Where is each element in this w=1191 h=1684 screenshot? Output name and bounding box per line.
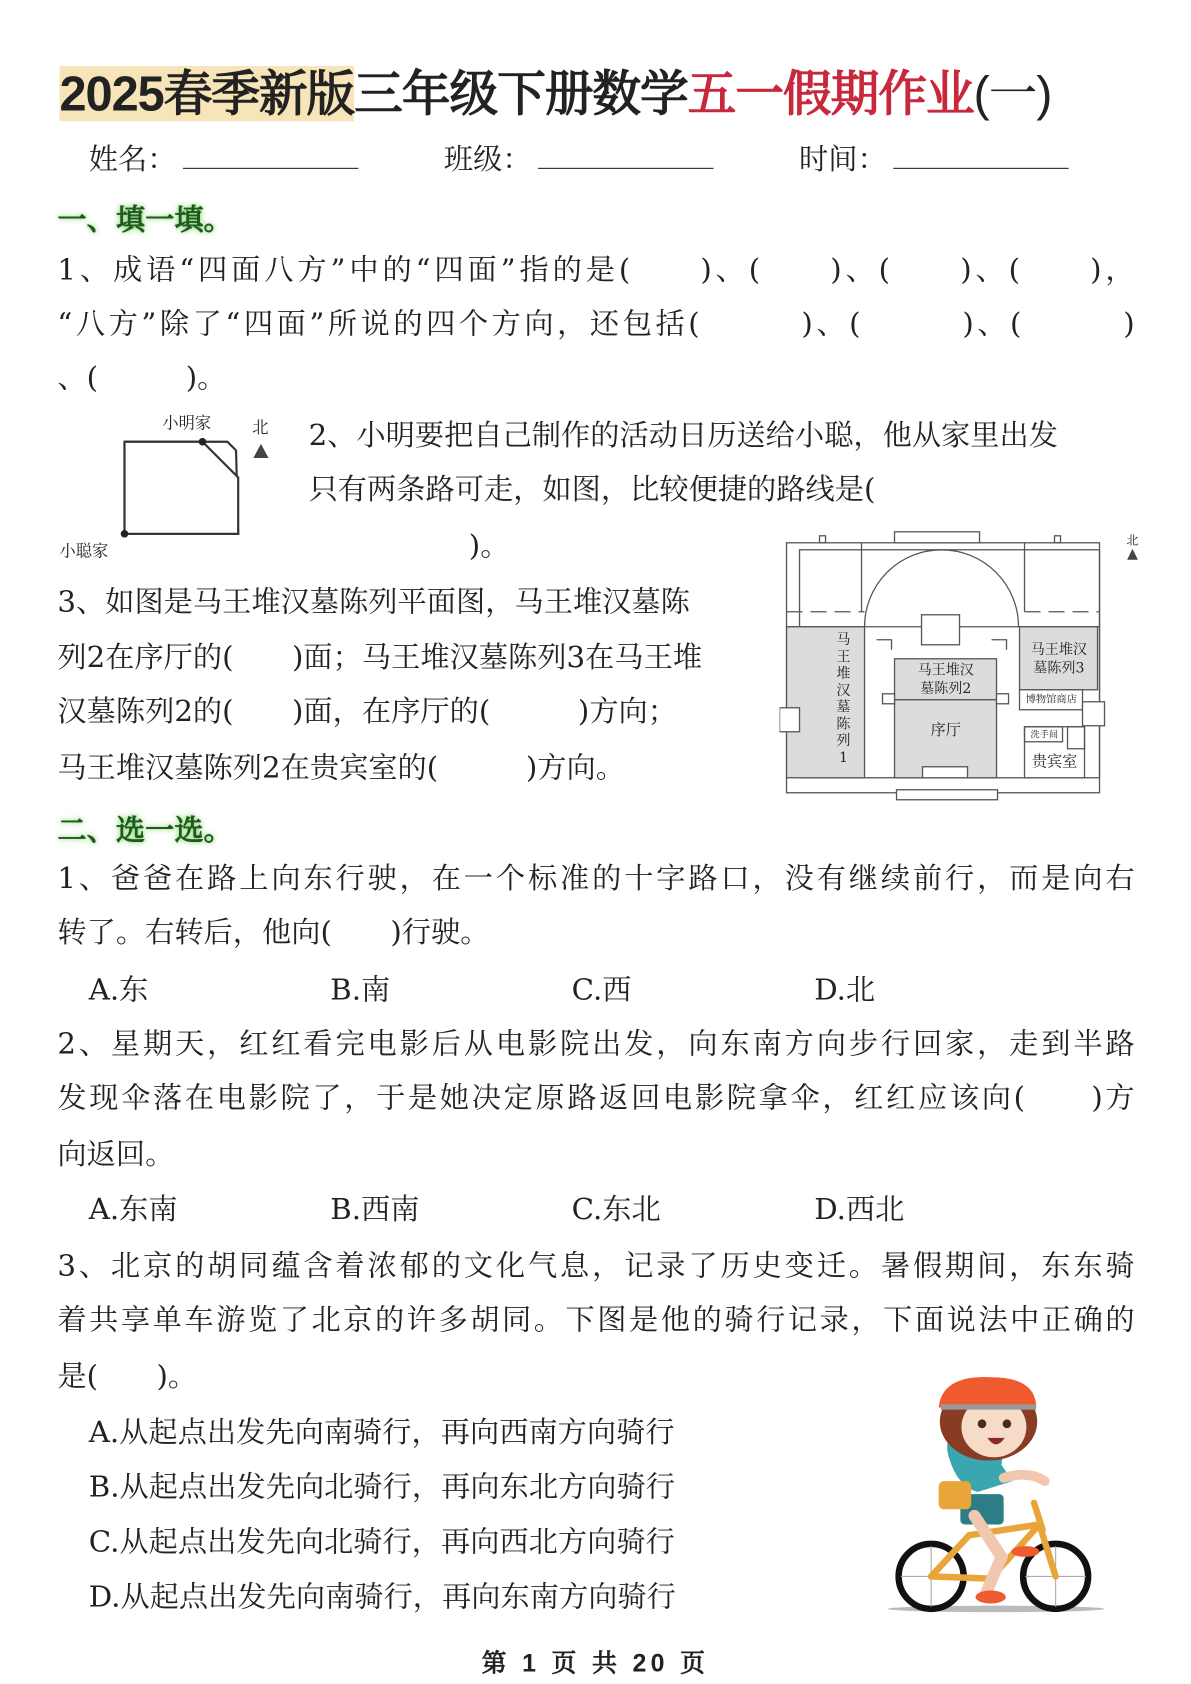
s2-q3-line: 是( )。 xyxy=(57,1359,198,1394)
s2-q1-line: 转了。右转后，他向( )行驶。 xyxy=(57,915,490,950)
exhibit-1-char: 堆 xyxy=(836,665,851,683)
s2-q1-option-c[interactable]: C.西 xyxy=(571,973,632,1007)
xiaoming-home-dot xyxy=(199,438,207,446)
exhibit-3-line: 马王堆汉 xyxy=(1030,642,1088,659)
s2-q2-option-a[interactable]: A.东南 xyxy=(88,1193,178,1227)
exhibit-1-char: 马 xyxy=(836,632,851,649)
xiaocong-home-dot xyxy=(121,530,129,538)
q3-line: 3、如图是马王堆汉墓陈列平面图，马王堆汉墓陈 xyxy=(57,585,690,620)
s2-q3-line: 3、北京的胡同蕴含着浓郁的文化气息，记录了历史变迁。暑假期间，东东骑 xyxy=(57,1249,1135,1283)
exhibit-2-label xyxy=(895,662,996,699)
s2-q3-line: 着共享单车游览了北京的许多胡同。下图是他的骑行记录，下面说法中正确的 xyxy=(57,1303,1135,1338)
north-label: 北 xyxy=(252,417,269,438)
title-tail: (一) xyxy=(973,66,1052,122)
name-blank[interactable] xyxy=(183,146,358,169)
page-footer: 第 1 页 共 20 页 xyxy=(481,1648,710,1678)
exhibit-1-char: 1 xyxy=(838,749,848,767)
helmet xyxy=(939,1377,1036,1407)
q3-line: 列2在序厅的( )面；马王堆汉墓陈列3在马王堆 xyxy=(57,640,703,675)
vip-room-label: 贵宾室 xyxy=(1031,753,1078,771)
exhibit-1-char: 汉 xyxy=(836,682,851,699)
s2-q1-option-d[interactable]: D.北 xyxy=(814,973,876,1007)
restroom-label: 洗手间 xyxy=(1030,729,1059,741)
title-main: 三年级下册数学 xyxy=(354,66,688,122)
section-1-heading: 一、填一填。 xyxy=(57,203,233,237)
exhibit-1-label xyxy=(832,632,856,766)
s2-q1-option-a[interactable]: A.东 xyxy=(88,973,149,1007)
section-2-heading: 二、选一选。 xyxy=(57,814,233,847)
q3-line: 马王堆汉墓陈列2在贵宾室的( )方向。 xyxy=(57,751,625,785)
xiaoming-home-label: 小明家 xyxy=(162,413,212,434)
name-field[interactable] xyxy=(89,142,359,179)
exhibit-3-line: 墓陈列3 xyxy=(1033,660,1085,677)
hall-label: 序厅 xyxy=(930,722,961,740)
s2-q2-option-d[interactable]: D.西北 xyxy=(814,1193,905,1227)
s2-q3-option-a[interactable]: A.从起点出发先向南骑行，再向西南方向骑行 xyxy=(88,1416,675,1450)
route-diagram xyxy=(54,409,287,566)
class-field[interactable] xyxy=(444,142,714,179)
north-arrow-icon xyxy=(253,444,268,458)
s2-q2-line: 向返回。 xyxy=(57,1137,175,1172)
floor-plan xyxy=(780,520,1120,810)
title-red: 五一假期作业 xyxy=(687,66,974,122)
s2-q2-line: 2、星期天，红红看完电影后从电影院出发，向东南方向步行回家，走到半路 xyxy=(57,1027,1135,1062)
xiaocong-home-label: 小聪家 xyxy=(59,541,109,561)
q2-line: 只有两条路可走，如图，比较便捷的路线是( xyxy=(308,473,876,507)
time-label: 时间： xyxy=(799,142,887,177)
exhibit-2-line: 马王堆汉 xyxy=(917,662,974,679)
s2-q3-option-d[interactable]: D.从起点出发先向南骑行，再向东南方向骑行 xyxy=(88,1580,676,1615)
title-highlight: 2025春季新版 xyxy=(59,66,355,122)
s2-q3-option-b[interactable]: B.从起点出发先向北骑行，再向东北方向骑行 xyxy=(88,1470,675,1504)
s2-q1-option-b[interactable]: B.南 xyxy=(330,973,391,1007)
floor-plan-north xyxy=(1126,535,1139,564)
exhibit-1-char: 墓 xyxy=(836,699,851,716)
s2-q1-line: 1、爸爸在路上向东行驶，在一个标准的十字路口，没有继续前行，而是向右 xyxy=(57,861,1135,896)
shop-label: 博物馆商店 xyxy=(1025,694,1078,706)
q3-line: 汉墓陈列2的( )面，在序厅的( )方向； xyxy=(57,695,678,729)
exhibit-2-line: 墓陈列2 xyxy=(920,681,972,698)
q2-line: )。 xyxy=(468,529,510,564)
s2-q2-option-b[interactable]: B.西南 xyxy=(330,1193,420,1227)
q1-line: 、( )。 xyxy=(57,361,227,396)
time-blank[interactable] xyxy=(893,146,1068,169)
s2-q2-option-c[interactable]: C.东北 xyxy=(571,1193,661,1227)
s2-q2-line: 发现伞落在电影院了，于是她决定原路返回电影院拿伞，红红应该向( )方 xyxy=(57,1081,1135,1116)
name-label: 姓名： xyxy=(88,142,177,177)
exhibit-1-char: 列 xyxy=(836,732,851,750)
exhibit-3-label xyxy=(1020,641,1098,678)
q1-line: 1、成语“四面八方”中的“四面”指的是( )、( )、( )、( )， xyxy=(57,253,1135,287)
q2-line: 2、小明要把自己制作的活动日历送给小聪，他从家里出发 xyxy=(308,419,1059,453)
north-label: 北 xyxy=(1126,533,1139,548)
time-field[interactable] xyxy=(799,142,1069,179)
s2-q3-option-c[interactable]: C.从起点出发先向北骑行，再向西北方向骑行 xyxy=(88,1525,675,1560)
girl-cycling-illustration xyxy=(882,1373,1109,1617)
class-blank[interactable] xyxy=(538,146,713,169)
q1-line: “八方”除了“四面”所说的四个方向，还包括( )、( )、( ) xyxy=(57,307,1135,342)
exhibit-1-char: 陈 xyxy=(836,716,851,733)
class-label: 班级： xyxy=(443,142,532,177)
page-title xyxy=(60,63,1052,126)
exhibit-1-char: 王 xyxy=(836,649,851,666)
north-arrow-icon xyxy=(1126,548,1139,561)
